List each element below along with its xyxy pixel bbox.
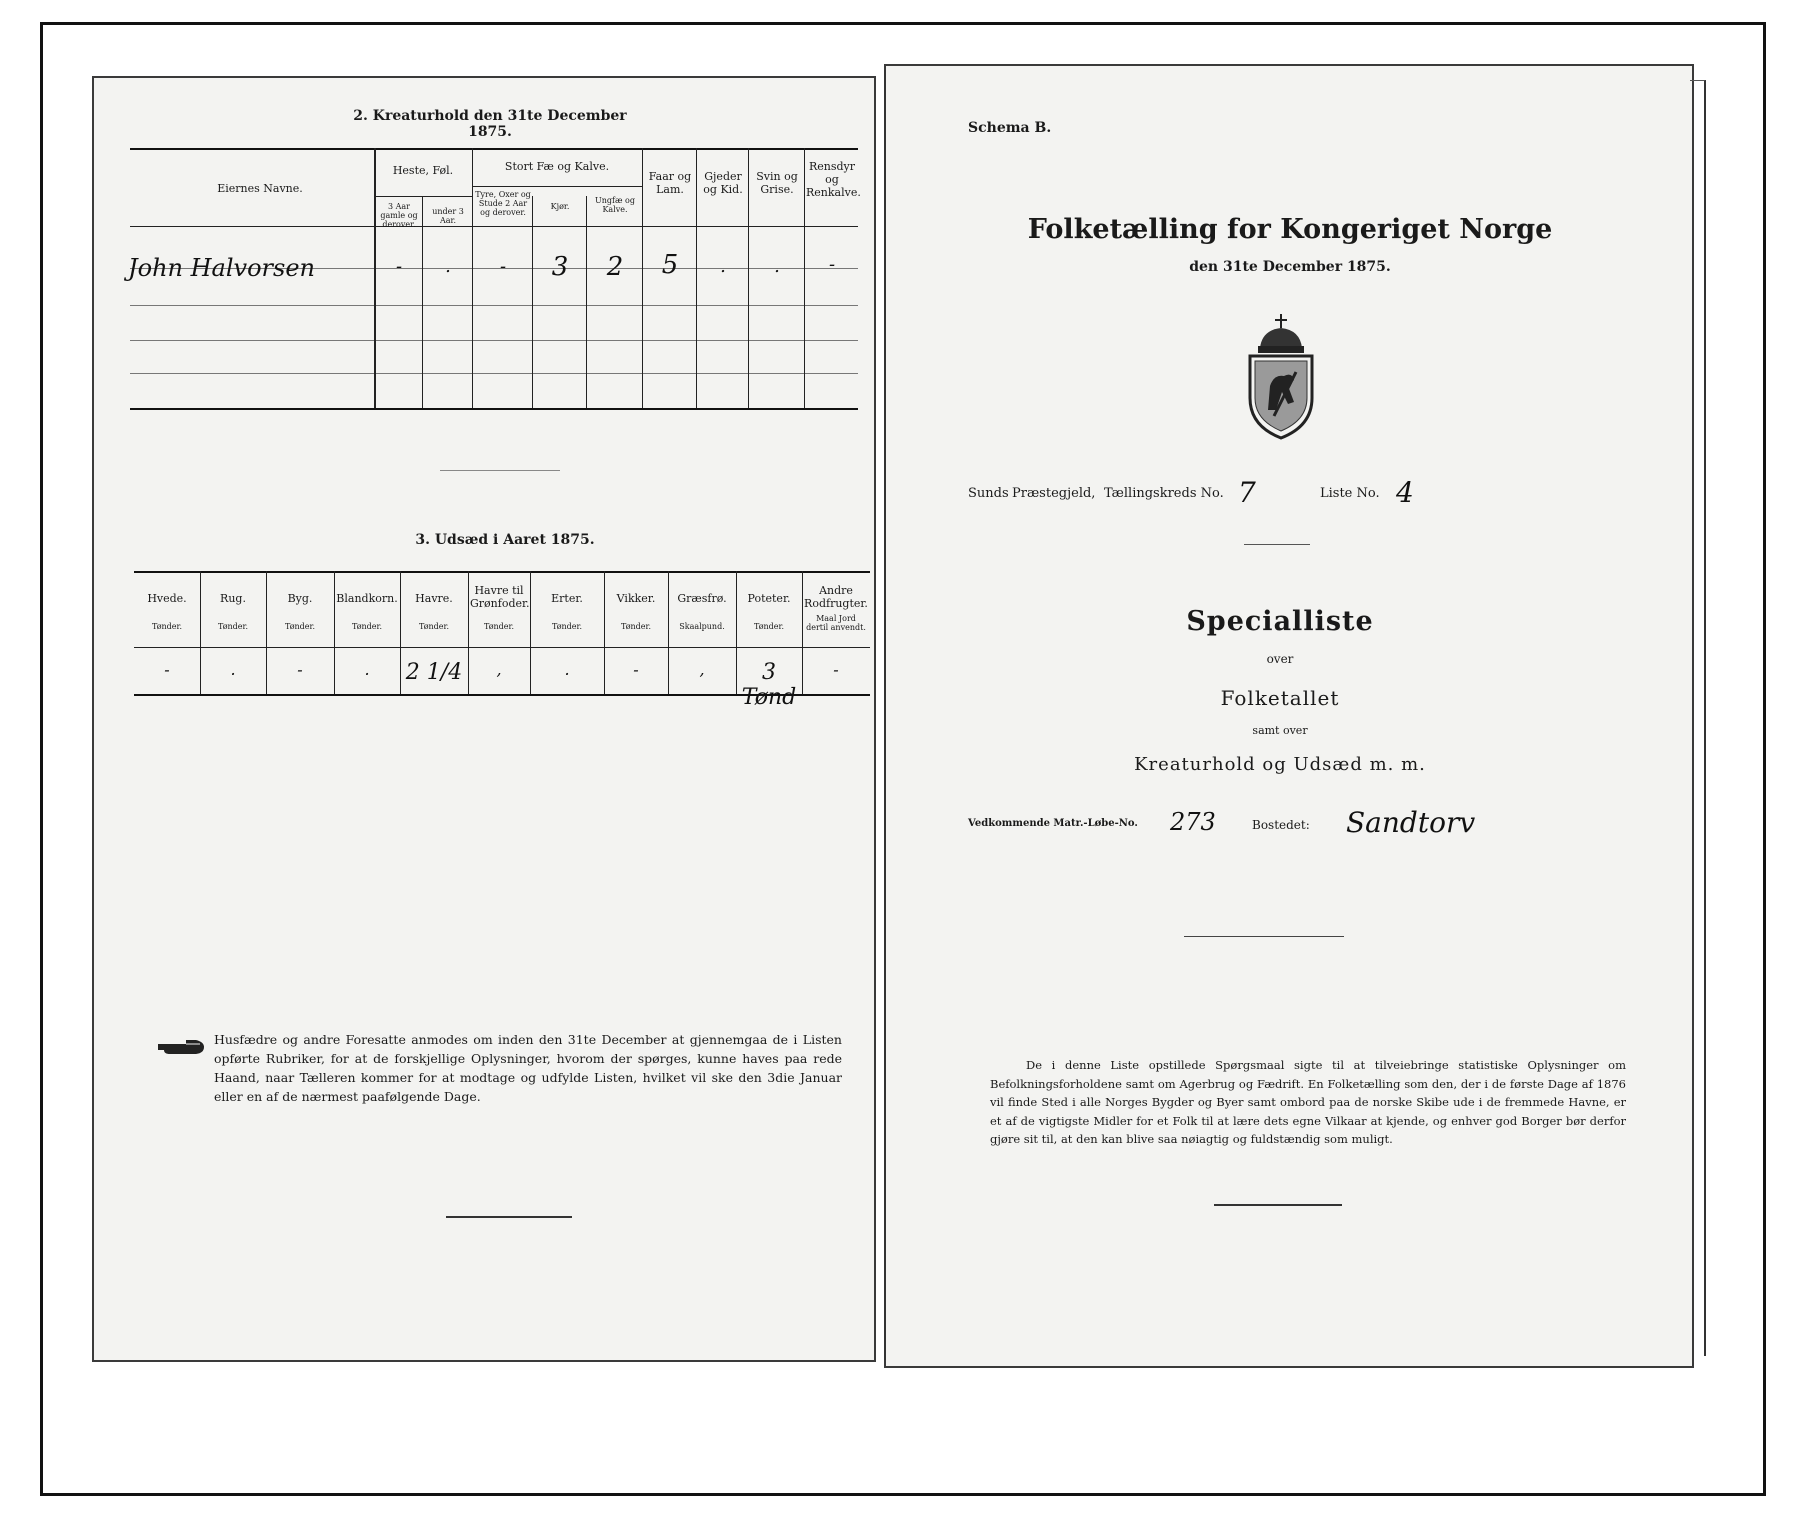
table3-value-8: - xyxy=(633,660,639,679)
table3-value-2: . xyxy=(230,660,236,679)
schema-label: Schema B. xyxy=(968,120,1052,136)
table3-value-9: , xyxy=(699,660,705,679)
table3-header-10: Poteter. xyxy=(747,592,791,605)
table3-unit-9: Skaalpund. xyxy=(679,622,725,631)
divider-long xyxy=(1184,936,1344,937)
matr-line xyxy=(968,808,1488,844)
table2-col-line xyxy=(748,148,749,408)
table3-col-line xyxy=(736,571,737,694)
cattle-group-header: Stort Fæ og Kalve. xyxy=(504,160,610,173)
notice-text: Husfædre og andre Foresatte anmodes om inden den 31te December at gjennemgaa de i Listen opførte Rubriker, for at de forskjellige Oplysninger, hvorom der spørges, kunne haves paa rede Haand, naar Tælleren kommer for at modtage og udfylde Listen, hvilket vil ske den 3die Januar eller en af de nærmest paafølgende Dage. xyxy=(214,1032,842,1104)
table2-bottom-rule xyxy=(130,408,858,410)
table3-col-line xyxy=(334,571,335,694)
closing-rule xyxy=(446,1216,572,1218)
table3-header-6: Havre til Grønfoder. xyxy=(470,584,530,610)
table3-unit-5: Tønder. xyxy=(418,622,450,631)
specialliste-heading: Specialliste xyxy=(1186,606,1374,637)
table3-col-line xyxy=(604,571,605,694)
table3-top-rule xyxy=(134,571,870,573)
bosted-label: Bostedet: xyxy=(1252,818,1310,832)
table2-col-line xyxy=(472,148,473,408)
table3-value-7: . xyxy=(564,660,570,679)
horses-young-header: under 3 Aar. xyxy=(432,207,464,225)
table2-col-line xyxy=(804,148,805,408)
table2-col-line xyxy=(586,196,587,408)
table3-col-line xyxy=(400,571,401,694)
table3-unit-8: Tønder. xyxy=(620,622,652,631)
table3-unit-7: Tønder. xyxy=(551,622,583,631)
samt-over-label: samt over xyxy=(1252,724,1308,737)
bulls-header: Tyre, Oxer og Stude 2 Aar og derover. xyxy=(475,190,531,217)
table3-header-7: Erter. xyxy=(551,592,583,605)
table2-col-line xyxy=(422,196,423,408)
table3-unit-3: Tønder. xyxy=(284,622,316,631)
sheep-header: Faar og Lam. xyxy=(648,170,692,196)
table3-header-3: Byg. xyxy=(287,592,313,605)
matr-value: 273 xyxy=(1170,808,1216,836)
horses-old-value: - xyxy=(395,256,403,277)
table2-col-line xyxy=(532,196,533,408)
young-cattle-value: 2 xyxy=(606,252,624,282)
horses-old-header: 3 Aar gamle og derover. xyxy=(380,202,418,229)
table2-subheader-rule xyxy=(472,186,642,187)
goats-value: . xyxy=(720,256,726,277)
table3-value-1: - xyxy=(164,660,170,679)
table2-col-line xyxy=(642,148,643,408)
table3-col-line xyxy=(802,571,803,694)
table2-col-line xyxy=(696,148,697,408)
cows-header: Kjør. xyxy=(550,202,570,211)
table3-col-line xyxy=(468,571,469,694)
pointing-hand-icon xyxy=(156,1036,208,1058)
table3-header-4: Blandkorn. xyxy=(336,592,398,605)
table3-unit-10: Tønder. xyxy=(753,622,785,631)
table3-header-5: Havre. xyxy=(415,592,453,605)
table3-unit-2: Tønder. xyxy=(217,622,249,631)
young-cattle-header: Ungfæ og Kalve. xyxy=(595,196,635,214)
bosted-value: Sandtorv xyxy=(1346,806,1476,839)
reindeer-header: Rensdyr og Renkalve. xyxy=(806,160,861,199)
section3-title: 3. Udsæd i Aaret 1875. xyxy=(415,532,595,548)
list-label: Liste No. xyxy=(1320,486,1380,501)
binding-line xyxy=(884,70,886,1360)
table3-value-5: 2 1/4 xyxy=(405,660,463,685)
table3-value-6: , xyxy=(496,660,502,679)
section-divider xyxy=(440,470,560,471)
table3-header-1: Hvede. xyxy=(147,592,187,605)
table3-unit-1: Tønder. xyxy=(151,622,183,631)
horses-group-header: Heste, Føl. xyxy=(392,164,454,177)
table3-col-line xyxy=(200,571,201,694)
table3-col-line xyxy=(530,571,531,694)
table3-col-line xyxy=(266,571,267,694)
census-subtitle: den 31te December 1875. xyxy=(1189,259,1391,275)
parish-line xyxy=(968,478,1648,510)
sheep-value: 5 xyxy=(661,250,679,280)
table3-header-11: Andre Rodfrugter. xyxy=(804,584,868,610)
table3-header-rule xyxy=(134,647,870,648)
pigs-header: Svin og Grise. xyxy=(756,170,798,196)
table3-value-3: - xyxy=(297,660,303,679)
table2-col-line xyxy=(374,148,376,408)
table3-value-11: - xyxy=(833,660,839,679)
cows-value: 3 xyxy=(551,252,569,282)
table3-unit-11: Maal Jord dertil anvendt. xyxy=(806,614,866,632)
section2-title: 2. Kreaturhold den 31te December 1875. xyxy=(353,108,627,140)
kreaturhold-label: Kreaturhold og Udsæd m. m. xyxy=(1134,754,1426,775)
footer-text: De i denne Liste opstillede Spørgsmaal sigte til at tilveiebringe statistiske Oplysninger om Befolkningsforholdene samt om Agerbrug og Fædrift. En Folketælling som den, der i de første Dage af 1876 vil finde Sted i alle Norges Bygder og Byer samt ombord paa de norske Skibe ude i de fremmede Havne, er et af de vigtigste Midler for et Folk til at lære dets egne Vilkaar at kjende, og enhver god Borger bør derfor gjøre sit til, at den kan blive saa nøiagtig og fuldstændig som muligt. xyxy=(990,1058,1626,1146)
reindeer-value: - xyxy=(828,254,836,275)
folketallet-label: Folketallet xyxy=(1220,686,1340,710)
coat-of-arms-icon xyxy=(1244,312,1318,440)
closing-rule-right xyxy=(1214,1204,1342,1206)
horses-young-value: . xyxy=(445,256,451,277)
census-title: Folketælling for Kongeriget Norge xyxy=(1027,214,1553,245)
table3-header-2: Rug. xyxy=(220,592,246,605)
goats-header: Gjeder og Kid. xyxy=(703,170,743,196)
parish-label: Sunds xyxy=(968,486,1009,501)
matr-label: Vedkommende Matr.-Løbe-No. xyxy=(968,818,1138,829)
table3-unit-4: Tønder. xyxy=(351,622,383,631)
owner-name: John Halvorsen xyxy=(128,254,315,282)
table2-subheader-rule xyxy=(374,196,472,197)
table3-value-4: . xyxy=(364,660,370,679)
parish-suffix: Præstegjeld, xyxy=(1012,486,1096,501)
owner-header: Eiernes Navne. xyxy=(217,182,303,195)
page-edge xyxy=(1690,80,1706,1356)
over-label: over xyxy=(1266,652,1294,666)
list-value: 4 xyxy=(1396,476,1414,509)
table3-col-line xyxy=(668,571,669,694)
table3-unit-6: Tønder. xyxy=(483,622,515,631)
table3-header-8: Vikker. xyxy=(616,592,656,605)
district-value: 7 xyxy=(1238,476,1256,509)
pigs-value: . xyxy=(774,256,780,277)
table3-header-9: Græsfrø. xyxy=(677,592,727,605)
table3-value-10: 3 Tønd xyxy=(741,660,797,710)
bulls-value: - xyxy=(499,256,507,277)
district-label: Tællingskreds No. xyxy=(1104,486,1224,501)
divider-short xyxy=(1244,544,1310,545)
